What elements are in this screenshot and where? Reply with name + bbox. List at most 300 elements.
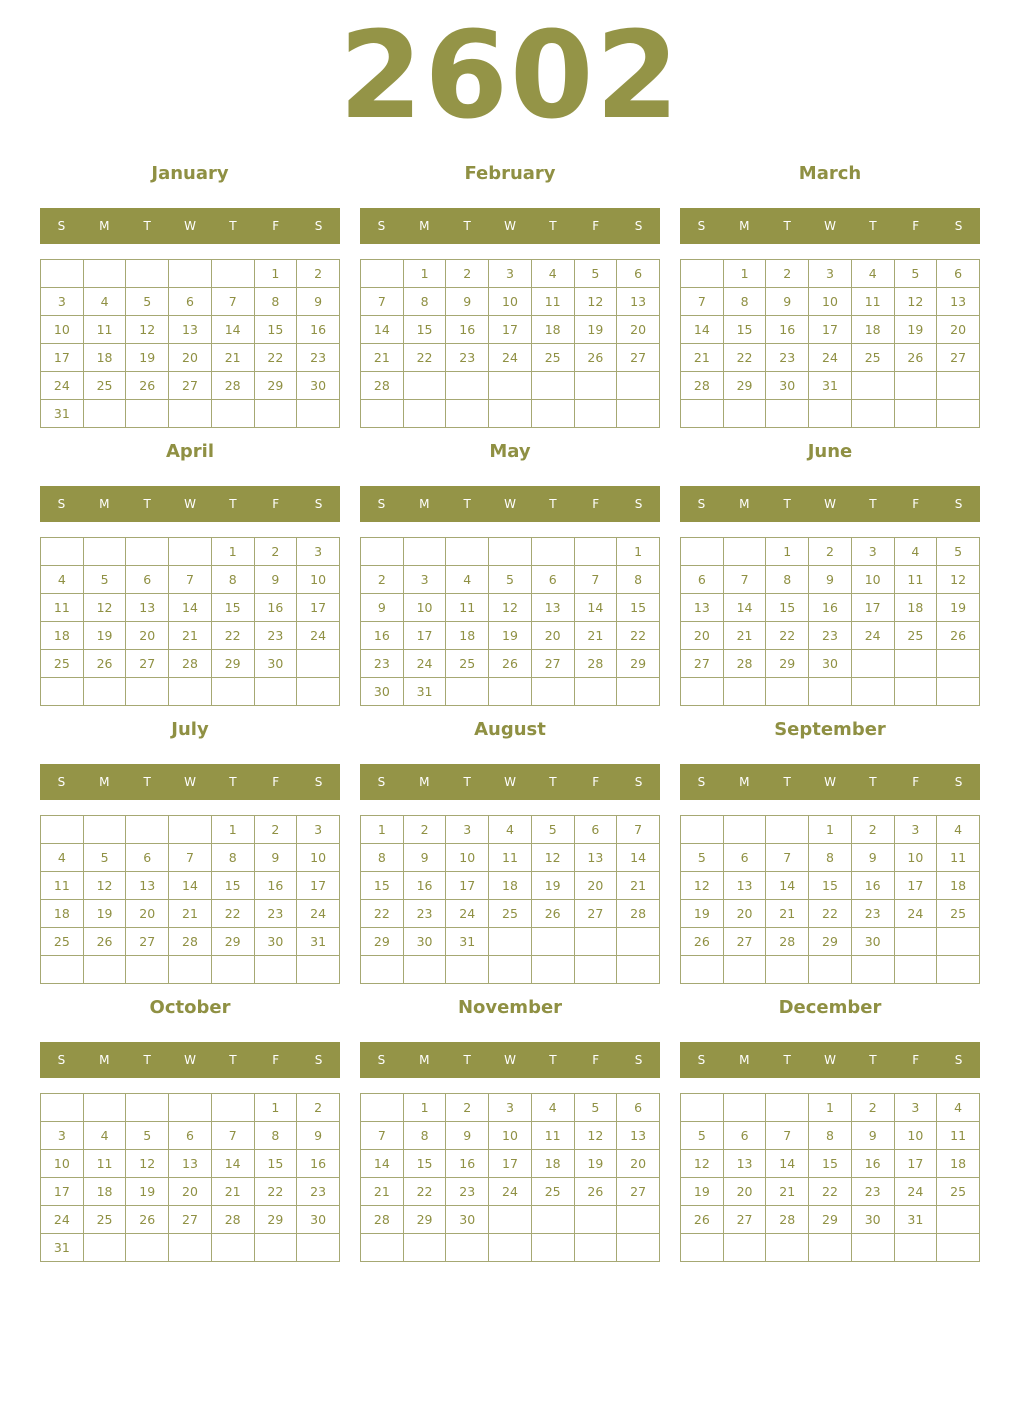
- day-cell: [403, 1234, 446, 1262]
- day-cell: [126, 538, 169, 566]
- day-cell: 7: [169, 566, 212, 594]
- day-cell: 14: [723, 594, 766, 622]
- day-cell: 5: [126, 1122, 169, 1150]
- day-cell: 16: [851, 872, 894, 900]
- weekday-label: W: [504, 497, 516, 511]
- day-cell: 28: [766, 1206, 809, 1234]
- day-cell: [574, 1234, 617, 1262]
- day-cell: [361, 956, 404, 984]
- day-cell: [489, 928, 532, 956]
- day-cell: 3: [809, 260, 852, 288]
- day-cell: 2: [851, 816, 894, 844]
- day-cell: 6: [531, 566, 574, 594]
- weekday-label: S: [377, 497, 386, 511]
- day-cell: [169, 678, 212, 706]
- weekday-label: T: [229, 775, 237, 789]
- weekday-label: T: [463, 219, 471, 233]
- weekday-label: T: [783, 1053, 791, 1067]
- day-cell: 25: [489, 900, 532, 928]
- week-row: [41, 566, 340, 594]
- week-row: [41, 594, 340, 622]
- day-cell: 13: [937, 288, 980, 316]
- day-cell: 20: [574, 872, 617, 900]
- day-cell: [681, 678, 724, 706]
- day-cell: 5: [83, 844, 126, 872]
- day-cell: 18: [937, 1150, 980, 1178]
- day-cell: 24: [41, 1206, 84, 1234]
- day-cell: [574, 678, 617, 706]
- day-cell: 7: [361, 288, 404, 316]
- day-cell: 28: [361, 1206, 404, 1234]
- day-cell: 21: [723, 622, 766, 650]
- day-cell: 25: [531, 1178, 574, 1206]
- day-cell: 14: [617, 844, 660, 872]
- weekday-label: S: [377, 1053, 386, 1067]
- weekday-label: S: [697, 1053, 706, 1067]
- week-row: [681, 1206, 980, 1234]
- week-row: [41, 622, 340, 650]
- day-cell: [937, 1234, 980, 1262]
- week-row: [41, 844, 340, 872]
- day-cell: 24: [297, 900, 340, 928]
- day-cell: 8: [361, 844, 404, 872]
- day-cell: 17: [489, 1150, 532, 1178]
- day-cell: 18: [446, 622, 489, 650]
- day-cell: 20: [126, 622, 169, 650]
- day-cell: [297, 678, 340, 706]
- day-cell: 22: [211, 622, 254, 650]
- day-grid: [40, 815, 340, 984]
- day-cell: 24: [851, 622, 894, 650]
- day-cell: [297, 650, 340, 678]
- day-cell: [851, 1234, 894, 1262]
- weekday-label: M: [419, 775, 430, 789]
- day-cell: 3: [41, 288, 84, 316]
- day-cell: 21: [766, 900, 809, 928]
- weekday-header: [40, 486, 340, 522]
- day-cell: [531, 538, 574, 566]
- week-row: [41, 1178, 340, 1206]
- weekday-label: S: [697, 219, 706, 233]
- weekday-label: S: [314, 1053, 323, 1067]
- day-cell: 27: [126, 650, 169, 678]
- day-cell: 14: [681, 316, 724, 344]
- day-cell: 19: [531, 872, 574, 900]
- day-cell: 19: [126, 344, 169, 372]
- day-cell: 8: [809, 844, 852, 872]
- day-cell: [766, 956, 809, 984]
- day-cell: 11: [489, 844, 532, 872]
- day-cell: 15: [723, 316, 766, 344]
- day-cell: [403, 400, 446, 428]
- day-cell: 31: [894, 1206, 937, 1234]
- day-cell: 30: [809, 650, 852, 678]
- day-cell: 15: [617, 594, 660, 622]
- day-cell: 13: [126, 872, 169, 900]
- day-cell: [41, 1094, 84, 1122]
- day-cell: [851, 956, 894, 984]
- day-cell: 11: [851, 288, 894, 316]
- day-cell: 11: [531, 1122, 574, 1150]
- week-row: [361, 400, 660, 428]
- day-cell: 10: [489, 288, 532, 316]
- day-cell: [361, 260, 404, 288]
- day-cell: [851, 372, 894, 400]
- week-row: [41, 678, 340, 706]
- weekday-label: M: [99, 497, 110, 511]
- day-cell: [126, 1094, 169, 1122]
- day-cell: 17: [41, 344, 84, 372]
- day-cell: 1: [809, 816, 852, 844]
- day-cell: 6: [574, 816, 617, 844]
- day-cell: [211, 400, 254, 428]
- day-cell: 22: [361, 900, 404, 928]
- day-cell: [851, 400, 894, 428]
- day-cell: 22: [403, 344, 446, 372]
- day-cell: 13: [126, 594, 169, 622]
- day-cell: 3: [894, 816, 937, 844]
- day-cell: 7: [169, 844, 212, 872]
- day-cell: [617, 1234, 660, 1262]
- day-cell: 27: [937, 344, 980, 372]
- day-cell: 25: [446, 650, 489, 678]
- day-cell: 28: [617, 900, 660, 928]
- day-cell: [681, 260, 724, 288]
- day-cell: [809, 678, 852, 706]
- day-cell: 29: [723, 372, 766, 400]
- week-row: [681, 956, 980, 984]
- day-cell: 22: [403, 1178, 446, 1206]
- week-row: [361, 956, 660, 984]
- day-cell: [574, 956, 617, 984]
- day-cell: [894, 1234, 937, 1262]
- day-cell: 1: [809, 1094, 852, 1122]
- day-cell: 2: [809, 538, 852, 566]
- day-cell: 18: [894, 594, 937, 622]
- day-cell: 4: [531, 260, 574, 288]
- weekday-label: S: [314, 775, 323, 789]
- weekday-label: S: [954, 497, 963, 511]
- day-cell: 6: [723, 844, 766, 872]
- day-cell: 16: [254, 594, 297, 622]
- day-cell: 13: [617, 288, 660, 316]
- day-cell: 28: [169, 928, 212, 956]
- day-cell: [617, 956, 660, 984]
- day-cell: [574, 372, 617, 400]
- day-cell: 14: [574, 594, 617, 622]
- weekday-label: W: [824, 497, 836, 511]
- day-cell: 14: [361, 1150, 404, 1178]
- day-cell: 12: [937, 566, 980, 594]
- day-cell: 6: [723, 1122, 766, 1150]
- day-cell: 23: [254, 622, 297, 650]
- day-cell: 22: [723, 344, 766, 372]
- week-row: [681, 622, 980, 650]
- day-cell: [574, 928, 617, 956]
- weekday-label: F: [272, 219, 280, 233]
- day-cell: 2: [446, 1094, 489, 1122]
- day-cell: 23: [254, 900, 297, 928]
- day-cell: [766, 816, 809, 844]
- day-cell: 5: [531, 816, 574, 844]
- day-cell: [254, 956, 297, 984]
- day-cell: 5: [489, 566, 532, 594]
- day-cell: 10: [297, 566, 340, 594]
- day-cell: [403, 956, 446, 984]
- week-row: [681, 1150, 980, 1178]
- day-cell: 12: [681, 1150, 724, 1178]
- week-row: [681, 372, 980, 400]
- day-cell: [617, 678, 660, 706]
- day-cell: 1: [617, 538, 660, 566]
- weekday-header: [680, 486, 980, 522]
- week-row: [681, 1094, 980, 1122]
- day-cell: 21: [361, 1178, 404, 1206]
- day-cell: 22: [211, 900, 254, 928]
- day-cell: 10: [446, 844, 489, 872]
- day-cell: 18: [489, 872, 532, 900]
- day-cell: 31: [809, 372, 852, 400]
- weekday-label: W: [504, 219, 516, 233]
- day-cell: 7: [681, 288, 724, 316]
- day-cell: 3: [297, 538, 340, 566]
- day-cell: [446, 372, 489, 400]
- week-row: [681, 900, 980, 928]
- weekday-label: F: [912, 219, 920, 233]
- day-cell: [851, 650, 894, 678]
- day-cell: 17: [894, 872, 937, 900]
- week-row: [41, 316, 340, 344]
- day-cell: 28: [211, 372, 254, 400]
- day-cell: 23: [297, 1178, 340, 1206]
- day-cell: 4: [446, 566, 489, 594]
- day-cell: 11: [446, 594, 489, 622]
- day-cell: 2: [254, 538, 297, 566]
- day-cell: 10: [894, 844, 937, 872]
- day-cell: [126, 678, 169, 706]
- weekday-label: T: [143, 219, 151, 233]
- day-cell: 11: [937, 844, 980, 872]
- weekday-label: T: [463, 497, 471, 511]
- weekday-label: W: [824, 219, 836, 233]
- day-cell: 26: [531, 900, 574, 928]
- day-cell: 11: [894, 566, 937, 594]
- day-cell: 30: [403, 928, 446, 956]
- day-cell: 2: [766, 260, 809, 288]
- week-row: [361, 678, 660, 706]
- day-cell: 3: [41, 1122, 84, 1150]
- day-cell: 5: [574, 1094, 617, 1122]
- week-row: [361, 1178, 660, 1206]
- week-row: [681, 816, 980, 844]
- day-cell: 28: [211, 1206, 254, 1234]
- week-row: [41, 260, 340, 288]
- day-cell: [574, 400, 617, 428]
- day-cell: [83, 1094, 126, 1122]
- day-cell: 13: [723, 1150, 766, 1178]
- day-cell: [297, 400, 340, 428]
- day-cell: 31: [41, 400, 84, 428]
- weekday-label: S: [57, 497, 66, 511]
- weekday-label: F: [912, 1053, 920, 1067]
- day-cell: [126, 400, 169, 428]
- week-row: [361, 372, 660, 400]
- day-cell: [297, 956, 340, 984]
- day-cell: 19: [83, 900, 126, 928]
- weekday-label: T: [549, 1053, 557, 1067]
- month-name: July: [171, 719, 209, 740]
- day-cell: 12: [681, 872, 724, 900]
- day-cell: [894, 372, 937, 400]
- weekday-label: T: [783, 497, 791, 511]
- week-row: [41, 816, 340, 844]
- day-cell: 26: [681, 1206, 724, 1234]
- weekday-label: M: [739, 775, 750, 789]
- day-cell: [41, 956, 84, 984]
- day-cell: 1: [361, 816, 404, 844]
- weekday-label: M: [99, 1053, 110, 1067]
- day-cell: [211, 1094, 254, 1122]
- day-cell: [446, 400, 489, 428]
- weekday-label: T: [229, 497, 237, 511]
- day-cell: 15: [211, 594, 254, 622]
- weekday-label: W: [824, 775, 836, 789]
- day-cell: 14: [169, 872, 212, 900]
- day-cell: 23: [809, 622, 852, 650]
- day-cell: [83, 956, 126, 984]
- day-cell: 27: [574, 900, 617, 928]
- day-cell: 29: [254, 1206, 297, 1234]
- day-cell: [681, 816, 724, 844]
- day-cell: 22: [809, 1178, 852, 1206]
- day-cell: 4: [937, 1094, 980, 1122]
- day-grid: [360, 1093, 660, 1262]
- weekday-label: T: [869, 219, 877, 233]
- weekday-label: S: [954, 219, 963, 233]
- day-cell: 7: [766, 1122, 809, 1150]
- day-cell: 6: [937, 260, 980, 288]
- day-cell: 1: [766, 538, 809, 566]
- week-row: [41, 400, 340, 428]
- weekday-label: S: [954, 775, 963, 789]
- day-cell: 31: [41, 1234, 84, 1262]
- week-row: [361, 1234, 660, 1262]
- day-cell: 23: [851, 1178, 894, 1206]
- day-cell: 28: [681, 372, 724, 400]
- day-cell: [83, 816, 126, 844]
- day-cell: [723, 816, 766, 844]
- day-cell: [403, 372, 446, 400]
- day-cell: [446, 1234, 489, 1262]
- day-cell: 4: [894, 538, 937, 566]
- day-cell: 22: [254, 1178, 297, 1206]
- day-cell: 27: [126, 928, 169, 956]
- day-cell: 16: [809, 594, 852, 622]
- day-cell: 16: [766, 316, 809, 344]
- week-row: [41, 956, 340, 984]
- day-cell: [681, 1234, 724, 1262]
- day-cell: 16: [851, 1150, 894, 1178]
- day-cell: 24: [894, 1178, 937, 1206]
- day-cell: 12: [531, 844, 574, 872]
- day-cell: [937, 956, 980, 984]
- weekday-label: T: [869, 497, 877, 511]
- day-cell: [489, 400, 532, 428]
- day-cell: 31: [403, 678, 446, 706]
- day-cell: 13: [169, 316, 212, 344]
- day-cell: 28: [574, 650, 617, 678]
- day-grid: [360, 815, 660, 984]
- weekday-label: F: [272, 775, 280, 789]
- week-row: [41, 650, 340, 678]
- day-cell: 29: [361, 928, 404, 956]
- day-cell: 9: [403, 844, 446, 872]
- week-row: [361, 344, 660, 372]
- week-row: [361, 594, 660, 622]
- day-cell: [937, 678, 980, 706]
- day-cell: 29: [766, 650, 809, 678]
- day-cell: [937, 650, 980, 678]
- day-cell: 4: [41, 566, 84, 594]
- day-cell: 16: [446, 1150, 489, 1178]
- weekday-label: S: [314, 219, 323, 233]
- weekday-label: F: [592, 775, 600, 789]
- day-cell: 25: [83, 1206, 126, 1234]
- month-name: February: [464, 163, 556, 184]
- day-cell: 8: [254, 288, 297, 316]
- day-cell: 17: [41, 1178, 84, 1206]
- month-name: December: [778, 997, 882, 1018]
- day-cell: 3: [297, 816, 340, 844]
- day-cell: 7: [766, 844, 809, 872]
- day-cell: 30: [851, 928, 894, 956]
- day-cell: [937, 928, 980, 956]
- day-grid: [360, 537, 660, 706]
- day-cell: 10: [851, 566, 894, 594]
- day-cell: 10: [41, 316, 84, 344]
- week-row: [681, 650, 980, 678]
- day-cell: 30: [766, 372, 809, 400]
- day-cell: 9: [809, 566, 852, 594]
- week-row: [41, 1094, 340, 1122]
- week-row: [361, 1094, 660, 1122]
- day-cell: 10: [809, 288, 852, 316]
- month-name: May: [489, 441, 531, 462]
- day-cell: 21: [361, 344, 404, 372]
- weekday-label: T: [549, 775, 557, 789]
- day-cell: [254, 678, 297, 706]
- weekday-label: M: [99, 775, 110, 789]
- day-cell: [446, 678, 489, 706]
- week-row: [681, 344, 980, 372]
- weekday-label: W: [504, 1053, 516, 1067]
- day-cell: 2: [254, 816, 297, 844]
- day-cell: 15: [254, 1150, 297, 1178]
- day-cell: 24: [297, 622, 340, 650]
- week-row: [681, 678, 980, 706]
- day-cell: 19: [894, 316, 937, 344]
- day-cell: 9: [254, 844, 297, 872]
- day-cell: [531, 956, 574, 984]
- day-grid: [680, 1093, 980, 1262]
- day-cell: 1: [403, 1094, 446, 1122]
- day-cell: 19: [681, 1178, 724, 1206]
- weekday-label: S: [634, 775, 643, 789]
- weekday-label: W: [184, 497, 196, 511]
- day-cell: [766, 400, 809, 428]
- day-cell: [489, 372, 532, 400]
- day-grid: [680, 537, 980, 706]
